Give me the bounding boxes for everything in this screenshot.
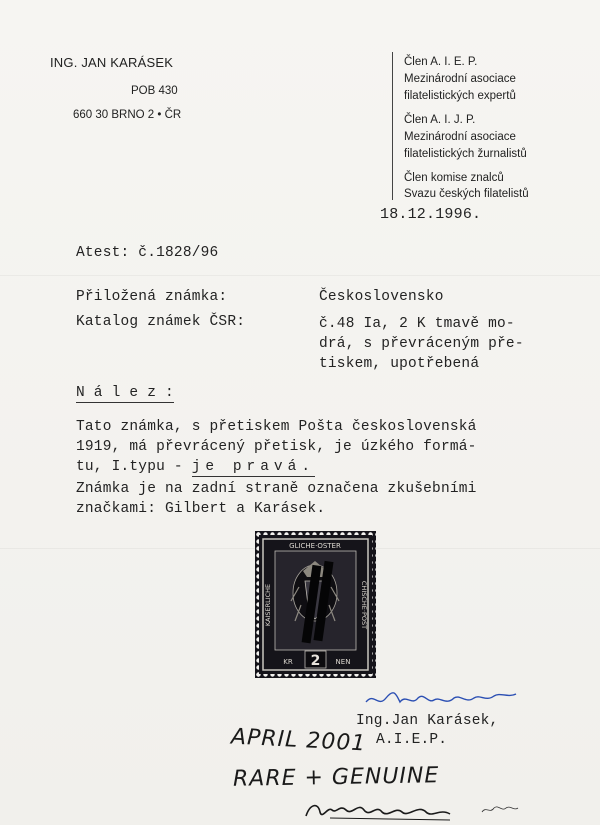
membership-line: Mezinárodní asociace (404, 73, 516, 85)
catalog-label: Katalog známek ČSR: (76, 314, 246, 330)
fold-line (0, 275, 600, 276)
finding-line: Tato známka, s přetiskem Pošta československá (76, 419, 477, 435)
handwritten-date: APRIL 2001 (230, 724, 367, 757)
membership-commission (404, 170, 529, 202)
small-signature-mark (480, 802, 520, 816)
signer-name: Ing.Jan Karásek, (356, 713, 499, 729)
finding-line: 1919, má převrácený přetisk, je úzkého formá- (76, 439, 477, 455)
certificate-date: 18.12.1996. (380, 206, 482, 223)
letterhead-name: ING. JAN KARÁSEK (50, 55, 174, 70)
verdict-genuine: je pravá. (191, 459, 316, 475)
letterhead-divider (392, 52, 393, 200)
finding-heading (76, 385, 174, 401)
blue-signature (362, 686, 522, 712)
letterhead-address: 660 30 BRNO 2 • ČR (73, 109, 182, 121)
stamp-left-text: KAISERLICHE (264, 583, 272, 627)
enclosed-label: Přiložená známka: (76, 289, 228, 305)
membership-line: Svazu českých filatelistů (404, 188, 529, 200)
stamp-image (255, 531, 376, 678)
signer-org: A.I.E.P. (376, 732, 448, 748)
stamp-right-text: CHISCHE·POST (360, 580, 368, 630)
finding-line: Známka je na zadní straně označena zkušebními (76, 481, 477, 497)
finding-line (76, 457, 477, 477)
handwritten-note: RARE + GENUINE (232, 763, 440, 792)
enclosed-value: Československo (319, 289, 444, 305)
membership-line: filatelistických žurnalistů (404, 148, 527, 160)
finding-paragraph-1 (76, 417, 477, 477)
attest-number: Atest: č.1828/96 (76, 245, 219, 261)
finding-paragraph-2 (76, 479, 477, 519)
stamp-top-text: GLICHE·OSTER (289, 542, 341, 550)
membership-line: Mezinárodní asociace (404, 131, 516, 143)
stamp-bottom-left: KR (283, 658, 293, 666)
membership-title: Člen komise znalců (404, 172, 504, 184)
membership-title: Člen A. I. E. P. (404, 56, 478, 68)
stamp-bottom-right: NEN (335, 658, 351, 666)
finding-heading-text: N á l e z : (76, 385, 174, 401)
catalog-line: tiskem, upotřebená (319, 356, 480, 372)
membership-aiep (404, 54, 516, 105)
membership-title: Člen A. I. J. P. (404, 114, 476, 126)
membership-line: filatelistických expertů (404, 90, 516, 102)
letterhead-pob: POB 430 (131, 85, 178, 97)
finding-line-prefix: tu, I.typu - (76, 459, 192, 475)
catalog-line: drá, s převráceným pře- (319, 336, 524, 352)
membership-aijp (404, 112, 527, 163)
stamp-denomination: 2 (310, 653, 321, 669)
finding-line: značkami: Gilbert a Karásek. (76, 501, 326, 517)
catalog-value (319, 314, 524, 374)
catalog-line: č.48 Ia, 2 K tmavě mo- (319, 316, 515, 332)
handwritten-signature (300, 796, 470, 824)
